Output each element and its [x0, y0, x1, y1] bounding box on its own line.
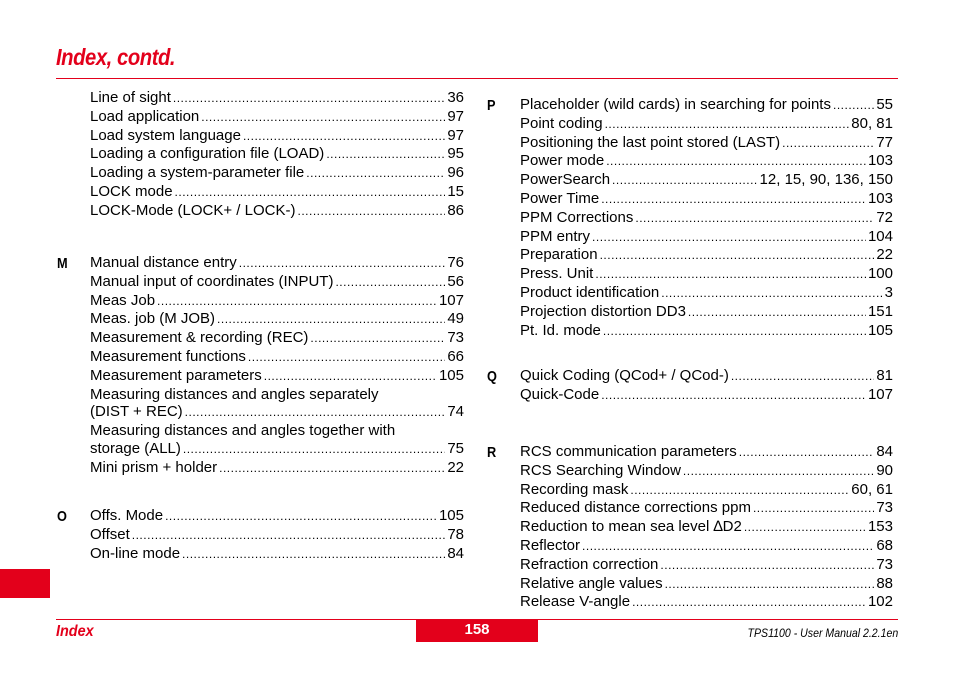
index-entry	[520, 593, 893, 612]
dot-leader	[264, 368, 437, 386]
index-entry	[520, 115, 893, 134]
index-entry-page: 105	[867, 321, 893, 339]
index-entry	[520, 265, 893, 284]
index-letter-r: R	[487, 444, 497, 461]
index-entry-page: 102	[867, 593, 893, 611]
index-entry	[520, 556, 893, 575]
index-entry-page: 80, 81	[851, 114, 893, 132]
index-entry-text: Release V-angle	[520, 593, 631, 611]
index-entry-text: RCS Searching Window	[520, 461, 681, 479]
index-entry-page: 105	[438, 366, 464, 384]
index-group	[520, 443, 893, 612]
index-entry-page: 66	[447, 347, 464, 365]
index-entry-page: 73	[876, 555, 893, 573]
index-entry-text: Positioning the last point stored (LAST)	[520, 133, 781, 151]
index-entry-page: 90	[876, 461, 893, 479]
dot-leader	[632, 594, 866, 612]
dot-leader	[582, 538, 874, 556]
index-entry	[90, 273, 464, 292]
index-entry-text: Placeholder (wild cards) in searching for points	[520, 96, 831, 113]
index-entry-page: 56	[447, 272, 464, 290]
index-entry	[520, 443, 893, 462]
index-entry-text: Recording mask	[520, 480, 629, 498]
index-entry-page: 88	[876, 574, 893, 592]
index-entry-page: 73	[876, 499, 893, 517]
index-entry	[520, 134, 893, 153]
index-entry-page: 97	[447, 126, 464, 144]
footer-manual-title: TPS1100 - User Manual 2.2.1en	[747, 626, 898, 640]
index-entry	[90, 526, 464, 545]
index-entry-page: 77	[876, 133, 893, 151]
dot-leader	[605, 116, 850, 134]
index-letter-p: P	[487, 97, 496, 114]
page-number: 158	[416, 620, 538, 642]
index-entry-page: 97	[447, 107, 464, 125]
dot-leader	[248, 349, 445, 367]
index-entry-page: 81	[876, 367, 893, 384]
index-entry-page: 55	[876, 96, 893, 113]
dot-leader	[201, 109, 445, 127]
index-entry-page: 49	[447, 310, 464, 328]
dot-leader	[183, 441, 445, 459]
page-title: Index, contd.	[56, 44, 176, 70]
dot-leader	[217, 311, 445, 329]
dot-leader	[753, 500, 874, 518]
index-entry	[90, 89, 464, 108]
index-entry	[90, 310, 464, 329]
index-entry-text: Offs. Mode	[90, 507, 164, 524]
index-entry	[520, 462, 893, 481]
index-entry	[520, 386, 893, 405]
index-entry-text: Load system language	[90, 126, 241, 144]
index-entry-text: Measurement & recording (REC)	[90, 329, 309, 347]
dot-leader	[601, 387, 866, 405]
index-entry-text: Measurement functions	[90, 347, 246, 365]
index-entry-page: 104	[867, 227, 893, 245]
index-entry-text: Line of sight	[90, 89, 171, 106]
index-entry-text: PPM entry	[520, 227, 591, 245]
index-entry-page: 36	[447, 89, 464, 106]
dot-leader	[306, 165, 445, 183]
index-entry-text: Point coding	[520, 114, 603, 132]
index-entry	[90, 145, 464, 164]
index-entry-page: 3	[884, 283, 893, 301]
index-entry-text: (DIST + REC)	[90, 403, 183, 421]
index-entry-text: Meas. job (M JOB)	[90, 310, 216, 328]
dot-leader	[635, 210, 874, 228]
index-entry-text: Offset	[90, 525, 130, 543]
index-letter-q: Q	[487, 368, 497, 385]
index-entry-text: Loading a system-parameter file	[90, 164, 305, 182]
dot-leader	[132, 527, 446, 545]
dot-leader	[739, 444, 875, 462]
index-entry-text: Loading a configuration file (LOAD)	[90, 145, 325, 163]
index-entry-text: On-line mode	[90, 544, 181, 562]
index-entry	[520, 209, 893, 228]
dot-leader	[335, 274, 445, 292]
index-entry	[520, 284, 893, 303]
index-entry-text: LOCK mode	[90, 182, 173, 200]
index-entry-page: 151	[867, 302, 893, 320]
index-entry	[90, 183, 464, 202]
index-entry	[90, 403, 464, 422]
dot-leader	[310, 330, 445, 348]
index-entry-text-line: Measuring distances and angles together with	[90, 422, 396, 440]
dot-leader	[731, 368, 874, 386]
index-entry-page: 74	[447, 403, 464, 421]
index-letter-m: M	[57, 255, 68, 272]
index-entry-page: 78	[447, 525, 464, 543]
index-entry	[90, 127, 464, 146]
index-entry-page: 105	[438, 507, 464, 524]
index-entry	[520, 499, 893, 518]
index-entry	[520, 96, 893, 115]
index-entry-text: PPM Corrections	[520, 208, 634, 226]
index-entry-page: 96	[447, 164, 464, 182]
index-entry-page: 76	[447, 254, 464, 271]
index-entry-page: 107	[867, 385, 893, 403]
index-entry	[520, 481, 893, 500]
index-entry-page: 84	[447, 544, 464, 562]
index-entry-page: 107	[438, 291, 464, 309]
index-entry	[90, 202, 464, 221]
dot-leader	[782, 135, 874, 153]
dot-leader	[185, 404, 446, 422]
index-entry-text: Power mode	[520, 152, 605, 170]
index-entry-text: Power Time	[520, 189, 600, 207]
dot-leader	[175, 184, 446, 202]
dot-leader	[243, 128, 445, 146]
index-entry-page: 103	[867, 152, 893, 170]
index-entry-text: Pt. Id. mode	[520, 321, 601, 339]
index-entry-page: 60, 61	[851, 480, 893, 498]
dot-leader	[661, 285, 882, 303]
index-entry-page: 75	[447, 439, 464, 457]
index-entry	[90, 164, 464, 183]
index-entry	[90, 440, 464, 459]
header-rule	[56, 78, 898, 79]
dot-leader	[603, 323, 866, 341]
index-entry-text: Manual distance entry	[90, 254, 237, 271]
index-entry	[90, 507, 464, 526]
index-entry	[520, 367, 893, 386]
index-group	[90, 254, 464, 478]
dot-leader	[612, 172, 758, 190]
index-entry	[520, 518, 893, 537]
index-entry-text: Quick-Code	[520, 385, 600, 403]
dot-leader	[592, 229, 866, 247]
index-entry-text: LOCK-Mode (LOCK+ / LOCK-)	[90, 201, 296, 219]
dot-leader	[182, 546, 445, 564]
index-group	[520, 96, 893, 340]
dot-leader	[606, 153, 866, 171]
index-entry	[520, 246, 893, 265]
dot-leader	[239, 255, 446, 273]
index-entry	[520, 322, 893, 341]
index-entry-text: Measurement parameters	[90, 366, 262, 384]
index-entry-page: 84	[876, 443, 893, 460]
index-entry-text: Preparation	[520, 246, 598, 264]
dot-leader	[665, 576, 875, 594]
index-entry-page: 86	[447, 201, 464, 219]
index-entry-text: Projection distortion DD3	[520, 302, 686, 320]
index-entry-page: 68	[876, 536, 893, 554]
index-entry	[520, 575, 893, 594]
index-entry-text: Press. Unit	[520, 265, 594, 283]
dot-leader	[219, 460, 445, 478]
index-entry	[90, 367, 464, 386]
index-entry-text: Reduced distance corrections ppm	[520, 499, 751, 517]
index-group	[90, 507, 464, 563]
dot-leader	[173, 90, 445, 108]
dot-leader	[326, 146, 445, 164]
index-entry-text: RCS communication parameters	[520, 443, 737, 460]
dot-leader	[683, 463, 874, 481]
index-entry-page: 72	[876, 208, 893, 226]
index-entry-page: 15	[447, 182, 464, 200]
index-entry-page: 22	[447, 458, 464, 476]
index-entry	[520, 303, 893, 322]
index-entry	[520, 190, 893, 209]
index-entry	[520, 152, 893, 171]
index-entry-page: 73	[447, 329, 464, 347]
index-entry-text: Meas Job	[90, 291, 156, 309]
index-entry-page: 153	[867, 518, 893, 536]
index-entry-text: Load application	[90, 107, 200, 125]
dot-leader	[833, 97, 874, 115]
index-entry-page: 12, 15, 90, 136, 150	[759, 171, 893, 189]
index-entry	[90, 545, 464, 564]
index-entry-page: 95	[447, 145, 464, 163]
index-entry	[520, 228, 893, 247]
index-entry-text: Reduction to mean sea level ∆D2	[520, 518, 742, 536]
dot-leader	[688, 304, 866, 322]
index-entry-text-line: Measuring distances and angles separately	[90, 385, 379, 403]
index-entry-text: PowerSearch	[520, 171, 611, 189]
index-entry-page: 103	[867, 189, 893, 207]
index-entry-page: 100	[867, 265, 893, 283]
index-entry	[90, 292, 464, 311]
dot-leader	[595, 266, 866, 284]
index-entry-text: Mini prism + holder	[90, 458, 218, 476]
index-entry	[90, 348, 464, 367]
index-entry	[90, 108, 464, 127]
index-entry-text: Relative angle values	[520, 574, 663, 592]
dot-leader	[630, 482, 849, 500]
dot-leader	[297, 203, 445, 221]
index-entry	[520, 171, 893, 190]
dot-leader	[660, 557, 874, 575]
index-group	[520, 367, 893, 405]
dot-leader	[744, 519, 866, 537]
index-letter-o: O	[57, 508, 67, 525]
index-entry	[520, 537, 893, 556]
index-group	[90, 89, 464, 221]
index-entry-text: Refraction correction	[520, 555, 659, 573]
index-entry-text: Reflector	[520, 536, 581, 554]
footer-section-label: Index	[56, 623, 94, 640]
dot-leader	[157, 293, 437, 311]
index-entry-text: Quick Coding (QCod+ / QCod-)	[520, 367, 729, 384]
index-entry	[90, 254, 464, 273]
index-entry	[90, 329, 464, 348]
dot-leader	[165, 508, 437, 526]
index-entry-text: storage (ALL)	[90, 439, 181, 457]
index-entry-text: Product identification	[520, 283, 660, 301]
index-entry-page: 22	[876, 246, 893, 264]
index-entry	[90, 459, 464, 478]
index-entry-text: Manual input of coordinates (INPUT)	[90, 272, 334, 290]
dot-leader	[601, 191, 866, 209]
section-tab-marker	[0, 569, 50, 598]
dot-leader	[600, 247, 875, 265]
